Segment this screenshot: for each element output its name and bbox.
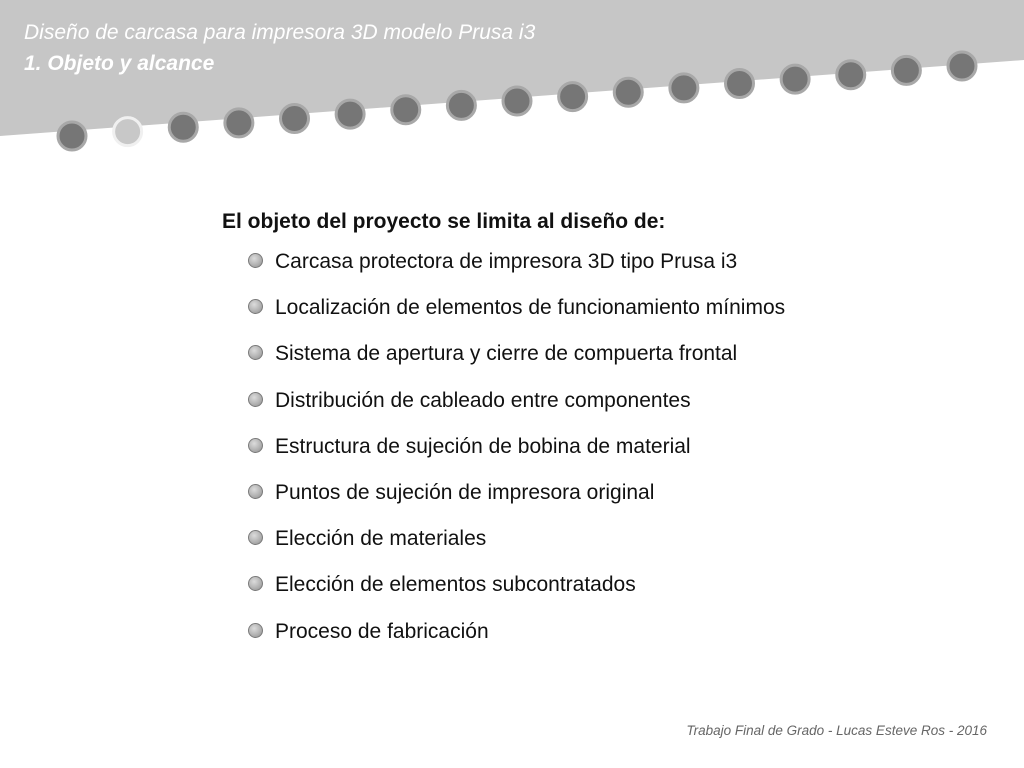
progress-dot[interactable] <box>169 113 197 141</box>
list-item <box>248 476 922 522</box>
list-item-text: Carcasa protectora de impresora 3D tipo Prusa i3 <box>275 250 738 273</box>
bullet-icon <box>248 345 263 360</box>
progress-dot[interactable] <box>503 87 531 115</box>
bullet-icon <box>248 253 263 268</box>
list-item-text: Localización de elementos de funcionamiento mínimos <box>275 296 786 320</box>
list-item-text: Proceso de fabricación <box>275 619 489 643</box>
progress-dot[interactable] <box>670 74 698 102</box>
bullet-icon <box>248 392 263 407</box>
list-item <box>248 384 922 430</box>
bullet-icon <box>248 576 263 591</box>
progress-dot[interactable] <box>614 78 642 106</box>
bullet-icon <box>248 530 263 545</box>
list-item <box>248 615 922 661</box>
scope-list <box>222 245 922 661</box>
list-item <box>248 568 922 614</box>
list-item <box>248 245 922 291</box>
list-item-text: Elección de materiales <box>275 527 487 551</box>
slide-content <box>222 205 922 661</box>
progress-dot[interactable] <box>559 83 587 111</box>
section-title: 1. Objeto y alcance <box>24 52 215 75</box>
list-item <box>248 522 922 568</box>
progress-dot[interactable] <box>336 100 364 128</box>
progress-dot[interactable] <box>892 56 920 84</box>
progress-dot[interactable] <box>447 91 475 119</box>
list-item-text: Estructura de sujeción de bobina de material <box>275 434 691 458</box>
list-item <box>248 430 922 476</box>
progress-dot[interactable] <box>225 109 253 137</box>
progress-dot[interactable] <box>948 52 976 80</box>
list-item-text: Elección de elementos subcontratados <box>275 573 636 597</box>
progress-dot[interactable] <box>58 122 86 150</box>
list-item-text: Puntos de sujeción de impresora original <box>275 480 655 504</box>
footer-credit: Trabajo Final de Grado - Lucas Esteve Ros - 2016 <box>686 723 987 738</box>
bullet-icon <box>248 438 263 453</box>
progress-dot[interactable] <box>281 105 309 133</box>
list-item-text: Sistema de apertura y cierre de compuerta frontal <box>275 342 738 366</box>
list-item <box>248 337 922 383</box>
progress-dot[interactable] <box>726 70 754 98</box>
progress-dot[interactable] <box>392 96 420 124</box>
bullet-icon <box>248 623 263 638</box>
list-item <box>248 291 922 337</box>
list-item-text: Distribución de cableado entre componentes <box>275 388 691 412</box>
progress-dot-current[interactable] <box>114 118 142 146</box>
bullet-icon <box>248 299 263 314</box>
bullet-icon <box>248 484 263 499</box>
presentation-title: Diseño de carcasa para impresora 3D modelo Prusa i3 <box>24 21 536 44</box>
scope-intro: El objeto del proyecto se limita al diseño de: <box>222 210 666 233</box>
progress-dot[interactable] <box>781 65 809 93</box>
progress-dot[interactable] <box>837 61 865 89</box>
